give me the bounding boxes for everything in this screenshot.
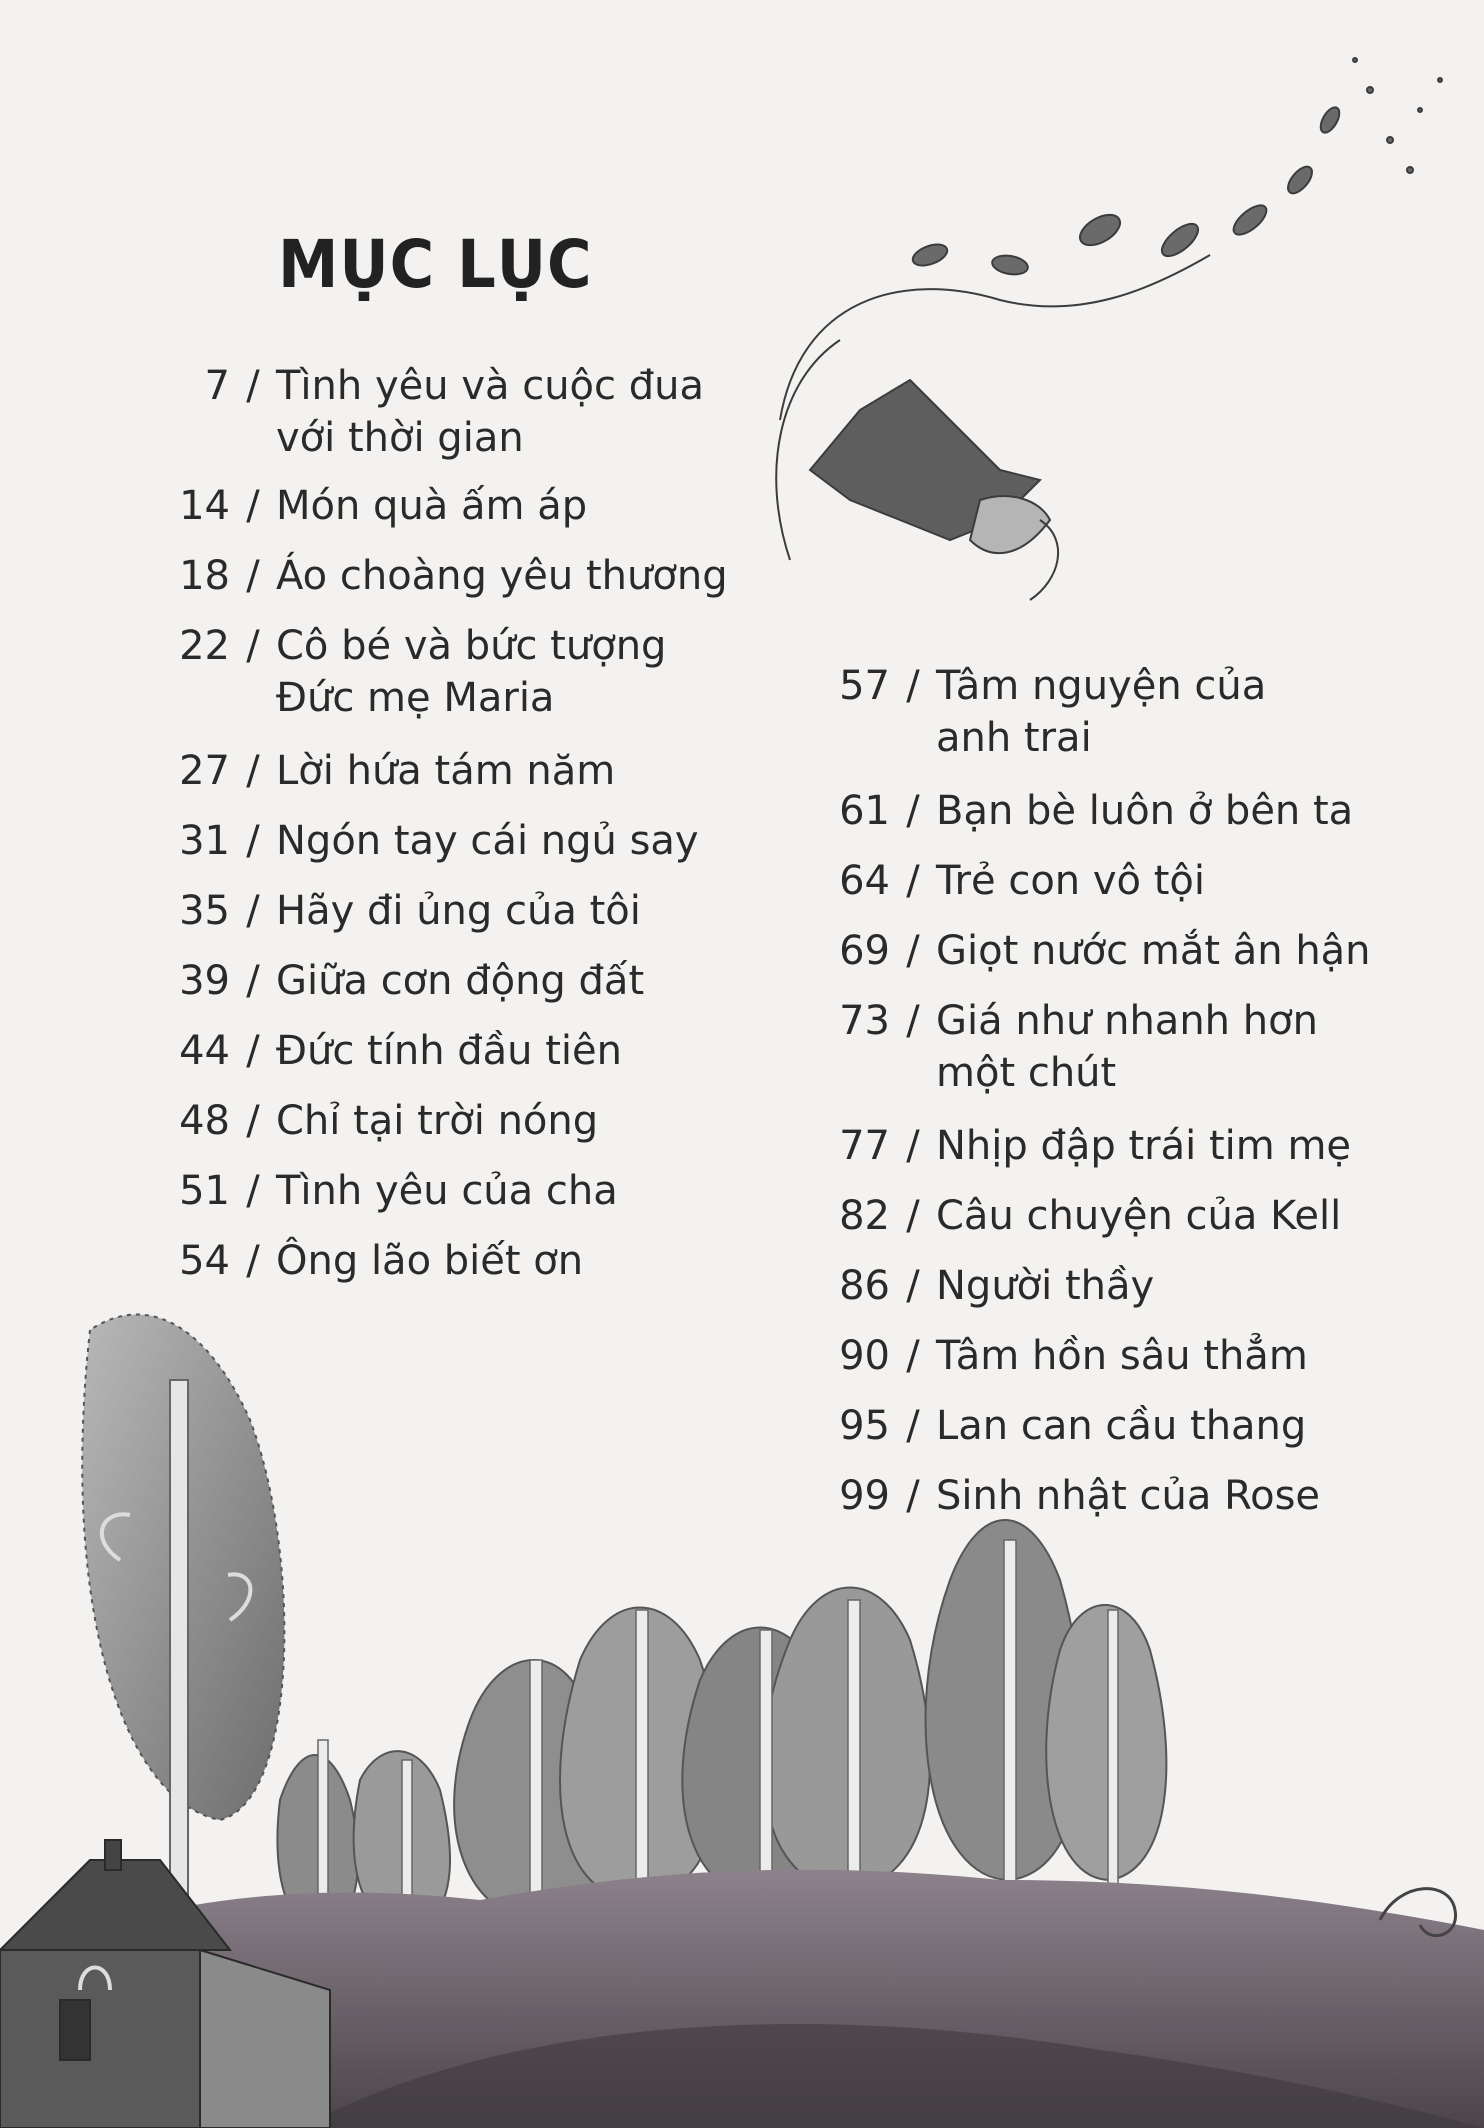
- toc-separator: /: [906, 1193, 920, 1239]
- toc-page-number: 44: [179, 1028, 230, 1074]
- barn-illustration: [0, 1840, 330, 2128]
- toc-separator: /: [906, 1473, 920, 1519]
- toc-entry: [140, 1025, 840, 1077]
- toc-separator: /: [906, 788, 920, 834]
- toc-title: Sinh nhật của Rose: [936, 1473, 1321, 1519]
- toc-entry: [140, 745, 840, 797]
- toc-entry: [800, 925, 1484, 977]
- toc-page-number: 27: [179, 748, 230, 794]
- toc-title: Ông lão biết ơn: [276, 1238, 584, 1284]
- toc-entry: [140, 815, 840, 867]
- toc-title: Tâm hồn sâu thẳm: [936, 1333, 1308, 1379]
- toc-title-continued: anh trai: [936, 715, 1092, 761]
- toc-separator: /: [246, 958, 260, 1004]
- toc-separator: /: [246, 623, 260, 669]
- toc-entry: [800, 855, 1484, 907]
- fairy-illustration: [776, 58, 1442, 600]
- toc-page-number: 82: [839, 1193, 890, 1239]
- toc-entry: [140, 550, 840, 602]
- toc-page-number: 22: [179, 623, 230, 669]
- toc-title: Chỉ tại trời nóng: [276, 1098, 599, 1144]
- toc-separator: /: [246, 1098, 260, 1144]
- toc-page-number: 99: [839, 1473, 890, 1519]
- toc-separator: /: [246, 818, 260, 864]
- toc-title: Giữa cơn động đất: [276, 958, 645, 1004]
- page-title: MỤC LỤC: [278, 226, 593, 303]
- toc-separator: /: [246, 888, 260, 934]
- toc-entry: [800, 1120, 1484, 1172]
- toc-page-number: 90: [839, 1333, 890, 1379]
- toc-title-continued: Đức mẹ Maria: [276, 675, 555, 721]
- toc-entry: [800, 1190, 1484, 1242]
- toc-page-number: 39: [179, 958, 230, 1004]
- toc-page-number: 57: [839, 663, 890, 709]
- toc-separator: /: [906, 998, 920, 1044]
- toc-title: Người thầy: [936, 1263, 1155, 1309]
- toc-page-number: 18: [179, 553, 230, 599]
- toc-separator: /: [906, 858, 920, 904]
- toc-page-number: 64: [839, 858, 890, 904]
- toc-page-number: 77: [839, 1123, 890, 1169]
- toc-page-number: 86: [839, 1263, 890, 1309]
- toc-entry: [140, 955, 840, 1007]
- toc-title: Giọt nước mắt ân hận: [936, 928, 1371, 974]
- toc-entry: [140, 480, 840, 532]
- toc-title: Câu chuyện của Kell: [936, 1193, 1342, 1239]
- toc-page-number: 61: [839, 788, 890, 834]
- toc-title-continued: với thời gian: [276, 415, 524, 461]
- toc-page-number: 73: [839, 998, 890, 1044]
- toc-title: Tình yêu của cha: [276, 1168, 618, 1214]
- toc-separator: /: [906, 1123, 920, 1169]
- toc-entry: [800, 1260, 1484, 1312]
- toc-title-continued: một chút: [936, 1050, 1117, 1096]
- toc-title: Tình yêu và cuộc đua: [276, 363, 704, 409]
- toc-page-number: 95: [839, 1403, 890, 1449]
- toc-separator: /: [906, 1263, 920, 1309]
- toc-page-number: 69: [839, 928, 890, 974]
- toc-entry: [140, 1095, 840, 1147]
- toc-title: Tâm nguyện của: [936, 663, 1267, 709]
- toc-page-number: 7: [204, 363, 230, 409]
- toc-separator: /: [906, 1333, 920, 1379]
- toc-title: Lan can cầu thang: [936, 1403, 1307, 1449]
- toc-page-number: 35: [179, 888, 230, 934]
- toc-separator: /: [246, 748, 260, 794]
- toc-entry: [800, 1470, 1484, 1522]
- toc-page-number: 14: [179, 483, 230, 529]
- toc-title: Trẻ con vô tội: [936, 858, 1205, 904]
- toc-separator: /: [906, 663, 920, 709]
- toc-entry: [800, 660, 1484, 764]
- toc-page-number: 31: [179, 818, 230, 864]
- toc-separator: /: [246, 553, 260, 599]
- toc-separator: /: [906, 928, 920, 974]
- toc-page-number: 51: [179, 1168, 230, 1214]
- toc-entry: [800, 1330, 1484, 1382]
- toc-separator: /: [246, 483, 260, 529]
- toc-entry: [140, 885, 840, 937]
- toc-entry: [140, 360, 840, 464]
- toc-separator: /: [246, 1168, 260, 1214]
- toc-title: Món quà ấm áp: [276, 483, 588, 529]
- toc-title: Áo choàng yêu thương: [276, 553, 728, 599]
- toc-title: Bạn bè luôn ở bên ta: [936, 788, 1354, 834]
- toc-entry: [140, 1165, 840, 1217]
- toc-title: Nhịp đập trái tim mẹ: [936, 1123, 1352, 1169]
- toc-separator: /: [246, 1028, 260, 1074]
- toc-page-number: 54: [179, 1238, 230, 1284]
- toc-entry: [140, 620, 840, 724]
- toc-separator: /: [246, 1238, 260, 1284]
- toc-entry: [140, 1235, 840, 1287]
- toc-title: Cô bé và bức tượng: [276, 623, 667, 669]
- toc-title: Đức tính đầu tiên: [276, 1028, 622, 1074]
- toc-title: Giá như nhanh hơn: [936, 998, 1318, 1044]
- toc-separator: /: [246, 363, 260, 409]
- toc-entry: [800, 1400, 1484, 1452]
- toc-separator: /: [906, 1403, 920, 1449]
- toc-page-number: 48: [179, 1098, 230, 1144]
- toc-title: Ngón tay cái ngủ say: [276, 818, 699, 864]
- toc-entry: [800, 785, 1484, 837]
- toc-title: Hãy đi ủng của tôi: [276, 888, 641, 934]
- toc-entry: [800, 995, 1484, 1099]
- toc-title: Lời hứa tám năm: [276, 748, 616, 794]
